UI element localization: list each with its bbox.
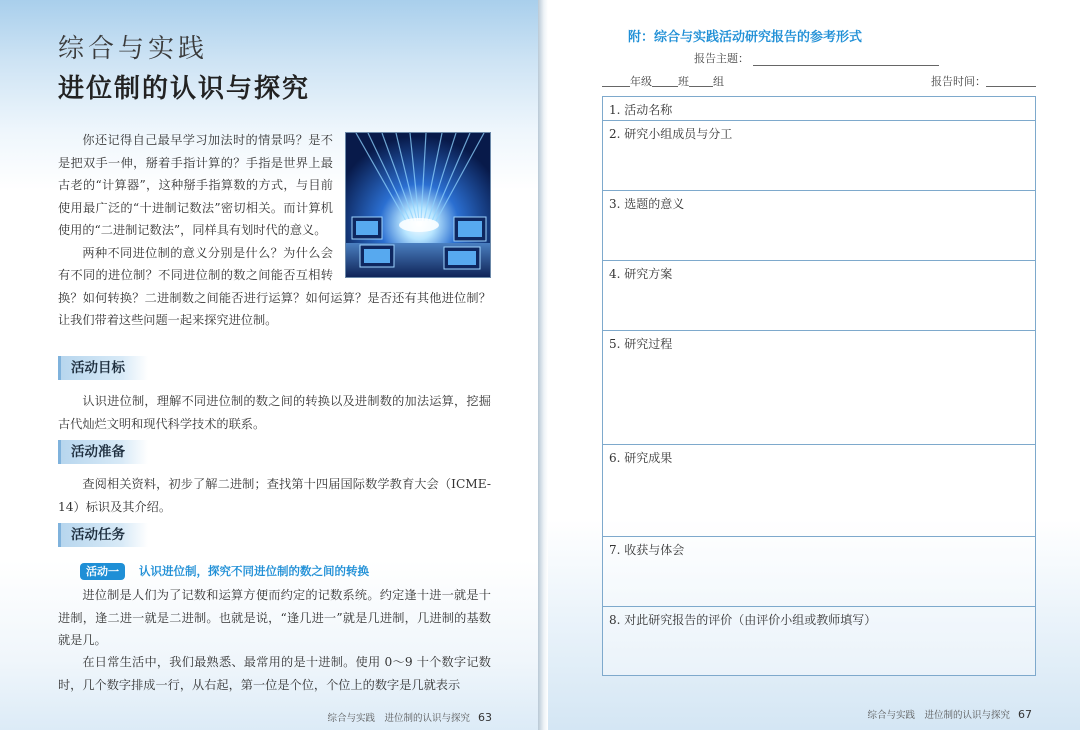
report-time	[931, 73, 1036, 89]
page-title: 进位制的认识与探究	[58, 74, 311, 104]
appendix-title: 附：综合与实践活动研究报告的参考形式	[628, 30, 863, 45]
book-gutter	[538, 0, 548, 730]
report-form-table	[602, 96, 1036, 676]
section-label-goal: 活动目标	[58, 356, 148, 380]
prep-text: 查阅相关资料，初步了解二进制；查找第十四届国际数学教育大会（ICME-14）标识及其介绍。	[58, 477, 491, 514]
activity-heading	[80, 562, 369, 580]
goal-text: 认识进位制，理解不同进位制的数之间的转换以及进制数的加法运算，挖掘古代灿烂文明和现代科学技术的联系。	[58, 394, 491, 431]
intro-paragraph: 你还记得自己最早学习加法时的情景吗？是不是把双手一伸，掰着手指计算的？手指是世界上最古老的“计算器”，这种掰手指算数的方式，与目前使用最广泛的“十进制记数法”密切相关。而计算机使用的“二进制记数法”，同样具有划时代的意义。	[58, 133, 333, 237]
group-label: 组	[713, 75, 724, 88]
intro-paragraph: 两种不同进位制的意义分别是什么？为什么会有不同的进位制？不同进位制的数之间能否互相转换？如何转换？二进制数之间能否进行运算？如何运算？是否还有其他进位制？让我们带着这些问题一起来探究进位制。	[58, 245, 491, 327]
class-blank	[652, 75, 678, 87]
section-label-task: 活动任务	[58, 523, 148, 547]
body-paragraph: 进位制是人们为了记数和运算方便而约定的记数系统。约定逢十进一就是十进制，逢二进一就是二进制。也就是说，“逢几进一”就是几进制，几进制的基数就是几。	[58, 588, 491, 647]
time-blank	[986, 75, 1036, 87]
grade-blank	[602, 75, 630, 87]
page-footer	[867, 707, 1032, 721]
class-label: 班	[678, 75, 689, 88]
report-row: 2. 研究小组成员与分工	[603, 121, 1035, 191]
body-paragraph: 在日常生活中，我们最熟悉、最常用的是十进制。使用 0～9 十个数字记数时，几个数字排成一行，从右起，第一位是个位，个位上的数字是几就表示	[58, 655, 491, 692]
binary-computer-illustration	[345, 132, 491, 278]
grade-label: 年级	[630, 75, 652, 88]
activity-badge: 活动一	[80, 563, 125, 580]
page-number: 67	[1018, 708, 1032, 721]
series-title: 综合与实践	[58, 34, 209, 64]
digital-tunnel-image	[346, 133, 491, 278]
activity-title: 认识进位制，探究不同进位制的数之间的转换	[139, 564, 369, 578]
report-row: 3. 选题的意义	[603, 191, 1035, 261]
report-row: 1. 活动名称	[603, 97, 1035, 121]
page-footer	[327, 710, 492, 724]
page-number: 63	[478, 711, 492, 724]
section-label-prep: 活动准备	[58, 440, 148, 464]
report-row: 8. 对此研究报告的评价（由评价小组或教师填写）	[609, 613, 877, 627]
intro-text	[58, 129, 491, 332]
grade-class-group	[602, 73, 724, 89]
report-row: 6. 研究成果	[603, 445, 1035, 537]
right-page	[548, 0, 1080, 730]
report-row: 5. 研究过程	[603, 331, 1035, 445]
report-row: 7. 收获与体会	[603, 537, 1035, 607]
report-topic-line	[694, 50, 939, 66]
time-label: 报告时间：	[931, 75, 986, 88]
report-row: 4. 研究方案	[603, 261, 1035, 331]
topic-blank	[753, 54, 939, 66]
topic-label: 报告主题：	[694, 52, 749, 65]
footer-text: 综合与实践 进位制的认识与探究	[327, 713, 470, 724]
left-page	[0, 0, 538, 730]
footer-text: 综合与实践 进位制的认识与探究	[867, 710, 1010, 721]
group-blank	[689, 75, 713, 87]
